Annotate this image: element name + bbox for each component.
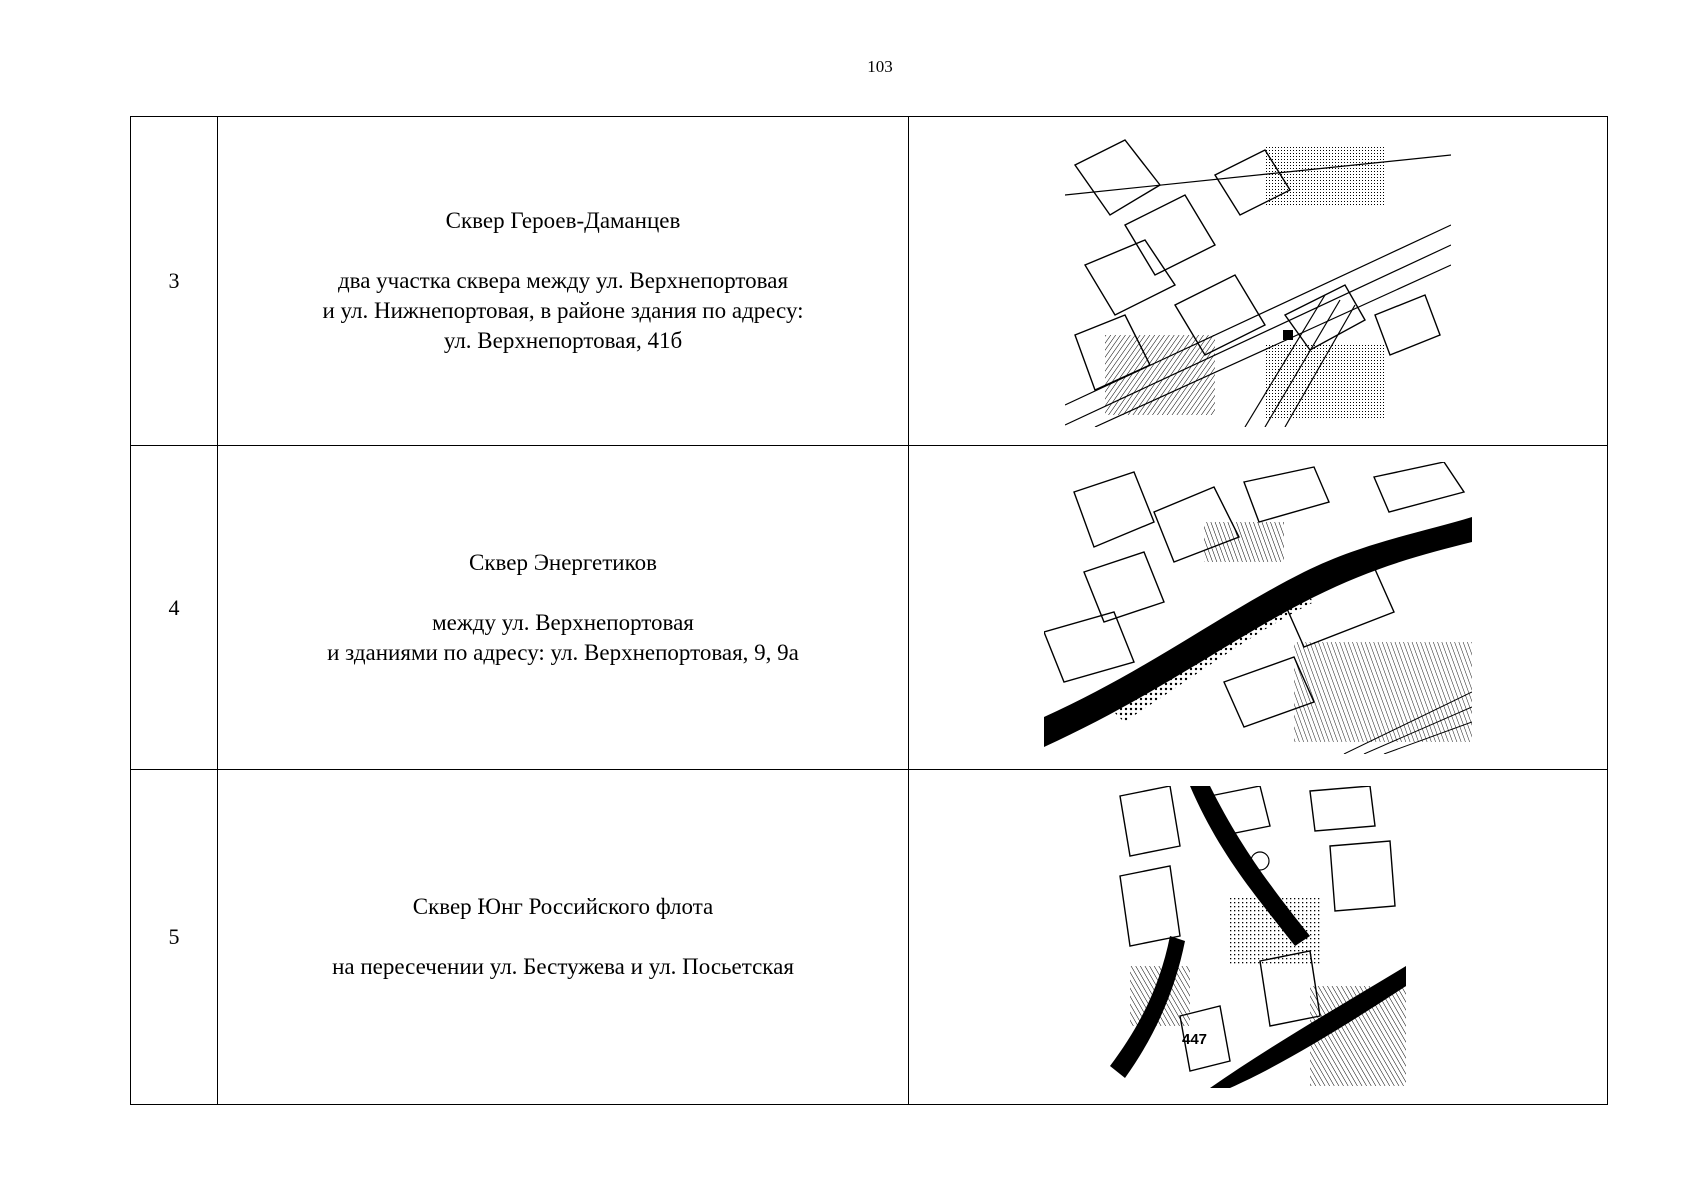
square-address-line: между ул. Верхнепортовая <box>432 609 694 635</box>
square-title: Сквер Юнг Российского флота <box>412 894 714 919</box>
square-address-line: ул. Верхнепортовая, 41б <box>443 328 683 353</box>
map-cell <box>909 446 1608 770</box>
square-description <box>218 446 909 770</box>
table-row <box>131 446 1608 770</box>
square-title: Сквер Энергетиков <box>469 549 657 575</box>
square-description <box>218 770 909 1105</box>
square-address-line: на пересечении ул. Бестужева и ул. Посьетская <box>332 954 794 979</box>
square-address-line: два участка сквера между ул. Верхнепортовая <box>337 268 789 293</box>
row-number: 3 <box>131 117 218 446</box>
row-number: 5 <box>131 770 218 1105</box>
map-building-number: 447 <box>1182 1031 1208 1048</box>
map-cell <box>909 117 1608 446</box>
site-map-image <box>1044 462 1472 754</box>
square-description <box>218 117 909 446</box>
page-number: 103 <box>867 57 893 76</box>
square-address-line: и ул. Нижнепортовая, в районе здания по адресу: <box>322 298 804 323</box>
site-map-image <box>1110 786 1406 1088</box>
square-title: Сквер Героев-Даманцев <box>445 208 681 233</box>
map-cell <box>909 770 1608 1105</box>
site-map-image <box>1065 135 1451 427</box>
squares-table <box>130 116 1608 1105</box>
table-row <box>131 117 1608 446</box>
square-address-line: и зданиями по адресу: ул. Верхнепортовая, 9, 9а <box>327 639 799 665</box>
row-number: 4 <box>131 446 218 770</box>
table-row <box>131 770 1608 1105</box>
